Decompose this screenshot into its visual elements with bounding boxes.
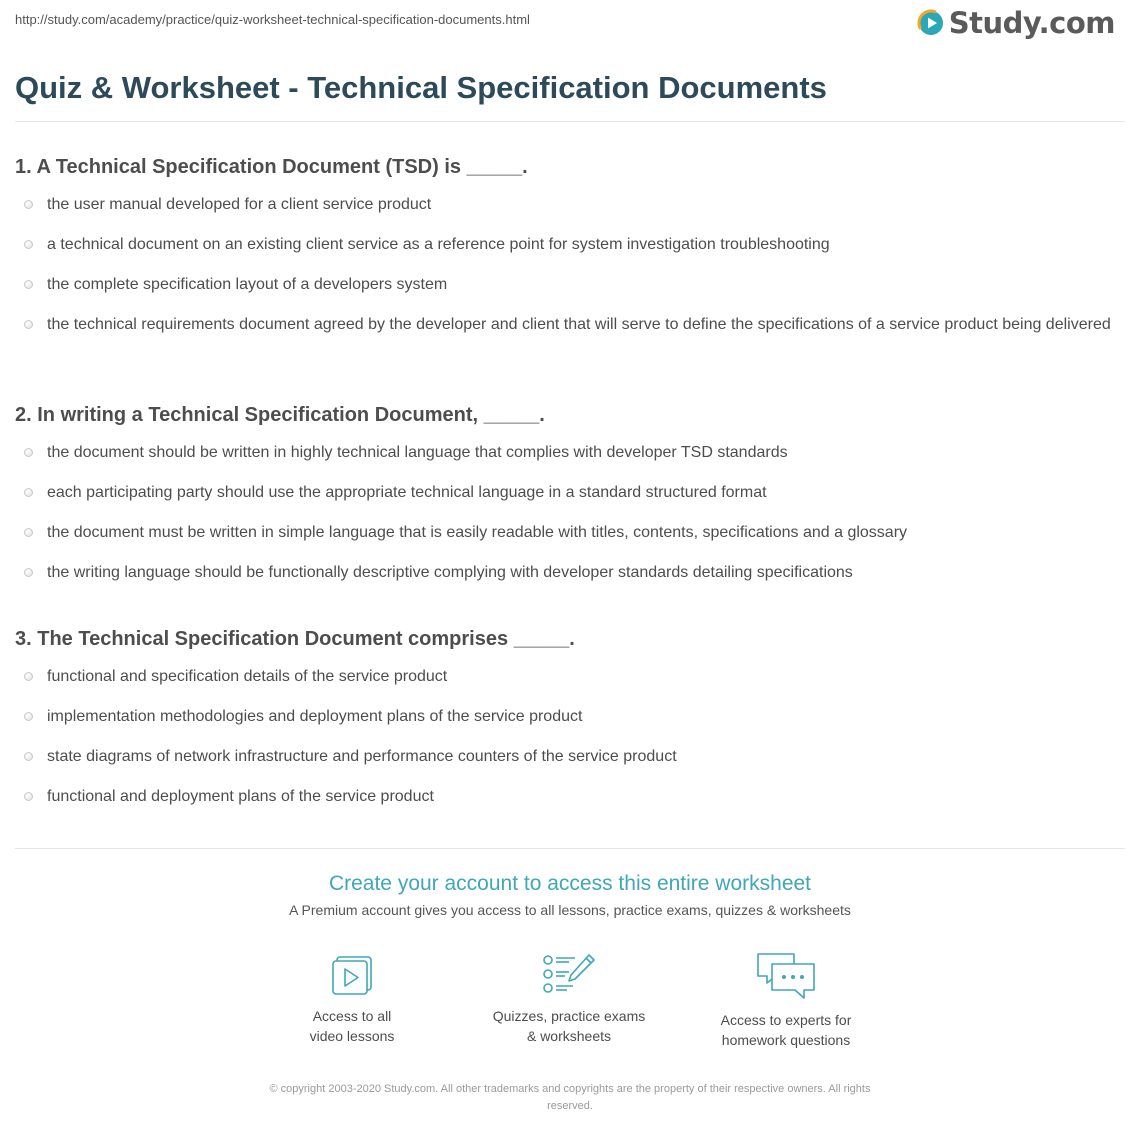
radio-button-icon[interactable] — [24, 712, 33, 721]
copyright-notice — [0, 1081, 1140, 1115]
question-1 — [15, 156, 1120, 353]
chat-bubbles-icon — [754, 950, 818, 1002]
radio-button-icon[interactable] — [24, 528, 33, 537]
cta-title[interactable]: Create your account to access this entire worksheet — [328, 872, 812, 895]
answer-list — [15, 193, 1120, 337]
answer-text: each participating party should use the appropriate technical language in a standard structured format — [47, 484, 767, 501]
radio-button-icon[interactable] — [24, 280, 33, 289]
quiz-checklist-icon — [539, 950, 599, 998]
question-text: 1. A Technical Specification Document (TSD) is _____. — [15, 156, 528, 178]
answer-text: the document must be written in simple language that is easily readable with titles, contents, specifications and a glossary — [47, 524, 908, 541]
copyright-line: © copyright 2003-2020 Study.com. All other trademarks and copyrights are the property of their respective owners. All rights — [269, 1083, 871, 1095]
radio-button-icon[interactable] — [24, 240, 33, 249]
divider — [15, 121, 1125, 122]
logo-text: Study.com — [948, 6, 1115, 40]
radio-button-icon[interactable] — [24, 672, 33, 681]
radio-button-icon[interactable] — [24, 568, 33, 577]
answer-text: the user manual developed for a client service product — [47, 196, 432, 213]
study-logo[interactable] — [917, 6, 1115, 40]
answer-option[interactable] — [15, 313, 1120, 337]
radio-button-icon[interactable] — [24, 752, 33, 761]
radio-button-icon[interactable] — [24, 200, 33, 209]
answer-option[interactable] — [15, 193, 1120, 217]
answer-option[interactable] — [15, 233, 1120, 257]
question-2 — [15, 404, 1120, 601]
feature-video-lessons — [252, 950, 452, 1046]
answer-text: the writing language should be functionally descriptive complying with developer standards detailing specifications — [47, 564, 853, 581]
answer-text: the technical requirements document agreed by the developer and client that will serve to define the specifications of a service product being delivered — [47, 316, 1111, 333]
answer-option[interactable] — [15, 481, 1120, 505]
feature-experts — [686, 950, 886, 1050]
page-title: Quiz & Worksheet - Technical Specification Documents — [15, 70, 827, 105]
answer-list — [15, 665, 1120, 809]
radio-button-icon[interactable] — [24, 488, 33, 497]
feature-label: Quizzes, practice exams & worksheets — [492, 1008, 646, 1044]
cta-subtitle: A Premium account gives you access to all lessons, practice exams, quizzes & worksheets — [289, 902, 851, 918]
video-lesson-icon — [324, 950, 380, 998]
answer-option[interactable] — [15, 273, 1120, 297]
answer-option[interactable] — [15, 561, 1120, 585]
divider — [15, 848, 1125, 849]
answer-text: the document should be written in highly technical language that complies with developer TSD standards — [47, 444, 788, 461]
question-text: 2. In writing a Technical Specification Document, _____. — [15, 404, 545, 426]
answer-option[interactable] — [15, 745, 1120, 769]
top-bar — [15, 0, 1125, 50]
radio-button-icon[interactable] — [24, 320, 33, 329]
answer-text: state diagrams of network infrastructure and performance counters of the service product — [47, 748, 677, 765]
feature-label: Access to experts for homework questions — [720, 1012, 852, 1048]
answer-text: functional and deployment plans of the service product — [47, 788, 434, 805]
feature-quizzes — [469, 950, 669, 1046]
answer-option[interactable] — [15, 705, 1120, 729]
page-url: http://study.com/academy/practice/quiz-worksheet-technical-specification-documents.html — [15, 12, 530, 27]
answer-text: the complete specification layout of a developers system — [47, 276, 448, 293]
answer-text: functional and specification details of the service product — [47, 668, 448, 685]
radio-button-icon[interactable] — [24, 448, 33, 457]
question-3 — [15, 628, 1120, 825]
radio-button-icon[interactable] — [24, 792, 33, 801]
answer-list — [15, 441, 1120, 585]
answer-option[interactable] — [15, 521, 1120, 545]
answer-option[interactable] — [15, 665, 1120, 689]
play-logo-icon — [917, 9, 945, 37]
feature-label: Access to all video lessons — [309, 1008, 395, 1044]
answer-option[interactable] — [15, 785, 1120, 809]
copyright-line: reserved. — [547, 1100, 593, 1112]
answer-option[interactable] — [15, 441, 1120, 465]
question-text: 3. The Technical Specification Document comprises _____. — [15, 628, 575, 650]
answer-text: implementation methodologies and deployment plans of the service product — [47, 708, 583, 725]
answer-text: a technical document on an existing client service as a reference point for system investigation troubleshooting — [47, 236, 830, 253]
